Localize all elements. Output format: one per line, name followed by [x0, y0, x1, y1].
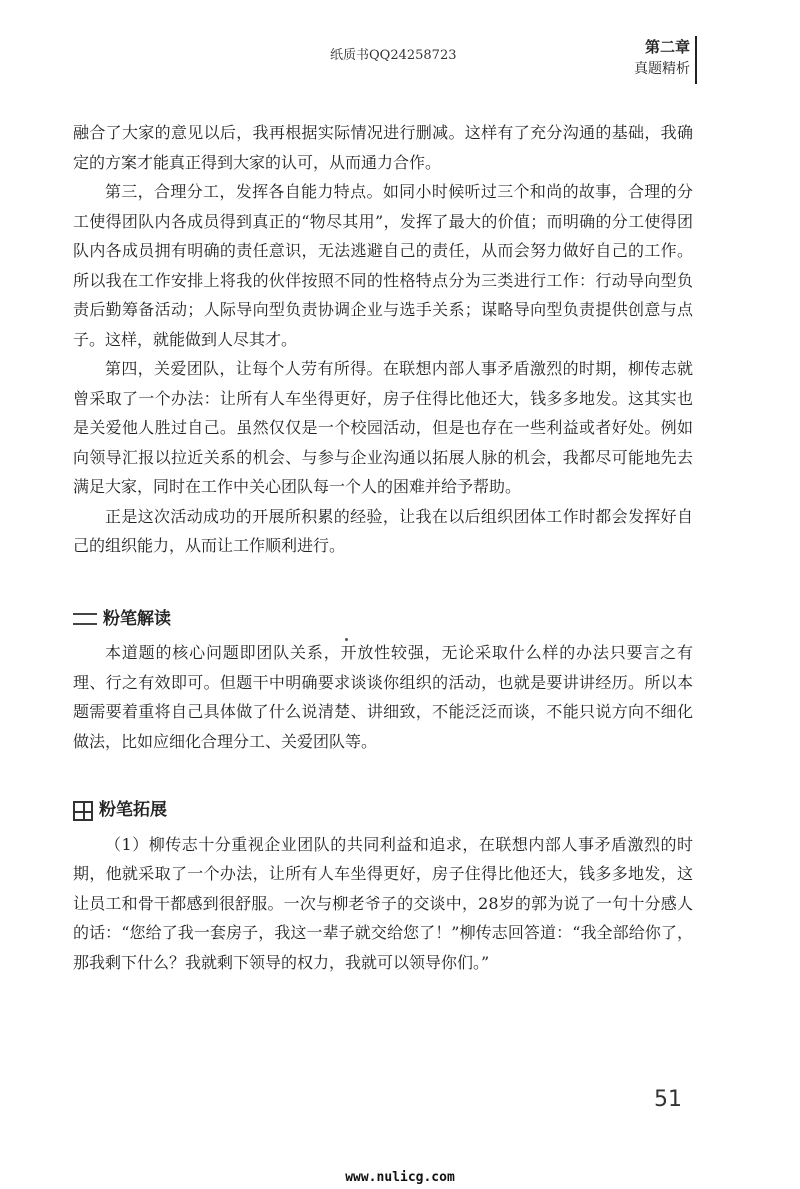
chapter-title: 第二章: [644, 38, 690, 56]
header-watermark: 纸质书QQ24258723: [330, 48, 457, 63]
footer-url: www.nulicg.com: [345, 1170, 455, 1185]
paragraph-third-point: 第三，合理分工，发挥各自能力特点。如同小时候听过三个和尚的故事，合理的分工使得团队内各成员得到真正的“物尽其用”，发挥了最大的价值；而明确的分工使得团队内各成员拥有明确的责任意识，无法逃避自己的责任，从而会努力做好自己的工作。所以我在工作安排上将我的伙伴按照不同的性格特点分为三类进行工作：行动导向型负责后勤筹备活动；人际导向型负责协调企业与选手关系；谋略导向型负责提供创意与点子。这样，就能做到人尽其才。: [73, 182, 693, 349]
section-heading-extension: [73, 796, 693, 826]
lines-icon: [73, 613, 97, 625]
paragraph-fourth-point: 第四，关爱团队，让每个人劳有所得。在联想内部人事矛盾激烈的时期，柳传志就曾采取了一个办法：让所有人车坐得更好，房子住得比他还大，钱多多地发。这其实也是关爱他人胜过自己。虽然仅仅是一个校园活动，但是也存在一些利益或者好处。例如向领导汇报以拉近关系的机会、与参与企业沟通以拓展人脉的机会，我都尽可能地先去满足大家，同时在工作中关心团队每一个人的困难并给予帮助。: [73, 359, 693, 496]
page-number: 51: [654, 1087, 682, 1112]
separator-dot: [345, 638, 348, 641]
interpretation-text: 本道题的核心问题即团队关系，开放性较强，无论采取什么样的办法只要言之有理、行之有效即可。但题干中明确要求谈谈你组织的活动，也就是要讲讲经历。所以本题需要着重将自己具体做了什么说清楚、讲细致，不能泛泛而谈，不能只说方向不细化做法，比如应细化合理分工、关爱团队等。: [73, 643, 693, 751]
main-content: [73, 118, 693, 977]
section-title-interpretation: 粉笔解读: [103, 608, 171, 629]
section-label: 真题精析: [634, 61, 690, 77]
grid-box-icon: [73, 801, 93, 821]
chapter-header: [634, 36, 690, 80]
paragraph-conclusion: 正是这次活动成功的开展所积累的经验，让我在以后组织团体工作时都会发挥好自己的组织能力，从而让工作顺利进行。: [73, 506, 693, 555]
header-divider: [695, 36, 697, 84]
paragraph-continuation: 融合了大家的意见以后，我再根据实际情况进行删减。这样有了充分沟通的基础，我确定的方案才能真正得到大家的认可，从而通力合作。: [73, 123, 693, 172]
section-title-extension: 粉笔拓展: [99, 800, 167, 820]
section-heading-interpretation: [73, 605, 693, 635]
extension-text: （1）柳传志十分重视企业团队的共同利益和追求，在联想内部人事矛盾激烈的时期，他就采取了一个办法，让所有人车坐得更好，房子住得比他还大，钱多多地发，这让员工和骨干都感到很舒服。一次与柳老爷子的交谈中，28岁的郭为说了一句十分感人的话：“您给了我一套房子，我这一辈子就交给您了！”柳传志回答道：“我全部给你了，那我剩下什么？我就剩下领导的权力，我就可以领导你们。”: [73, 834, 693, 972]
